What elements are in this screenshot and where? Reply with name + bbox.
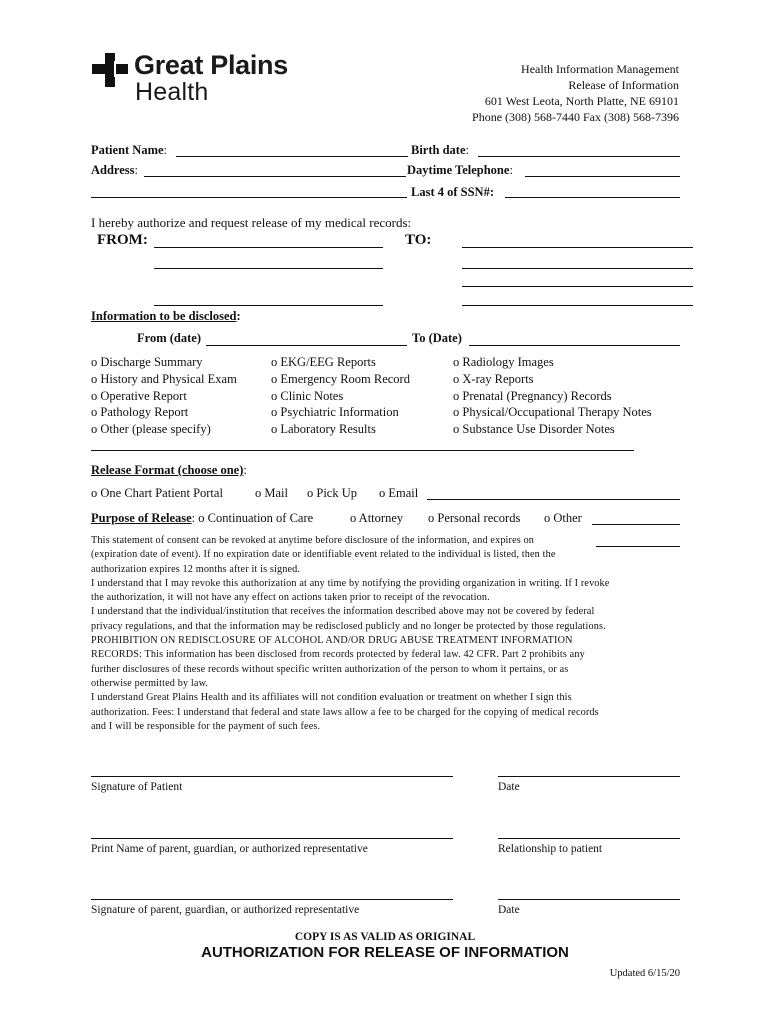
record-option[interactable]: o Discharge Summary xyxy=(91,355,203,369)
statement-line: the authorization, it will not have any effect on actions taken prior to receipt of the revocation. xyxy=(91,592,490,604)
patient-signature-field[interactable] xyxy=(91,776,453,777)
ssn-field[interactable] xyxy=(505,197,680,198)
address-line2-field[interactable] xyxy=(91,197,407,198)
purpose-option[interactable]: o Other xyxy=(544,511,582,525)
record-option[interactable]: o Substance Use Disorder Notes xyxy=(453,422,615,437)
logo-line2: Health xyxy=(135,78,209,106)
info-heading: Information to be disclosed xyxy=(91,309,237,323)
records-col3 xyxy=(453,354,652,438)
to-date-field[interactable] xyxy=(469,345,680,346)
to-field-3[interactable] xyxy=(462,286,693,287)
other-purpose-field[interactable] xyxy=(592,524,680,525)
record-option[interactable]: o Psychiatric Information xyxy=(271,405,399,420)
header-dept: Health Information Management xyxy=(521,62,679,76)
record-option[interactable]: o Physical/Occupational Therapy Notes xyxy=(453,405,652,420)
purpose-option[interactable]: o Personal records xyxy=(428,511,521,525)
telephone-field[interactable] xyxy=(525,176,680,177)
record-option[interactable]: o Clinic Notes xyxy=(271,388,344,403)
statement-line: further disclosures of these records without specific written authorization of the person to whom it pertains, or as xyxy=(91,663,569,675)
rep-signature-label: Signature of parent, guardian, or authorized representative xyxy=(91,904,360,916)
from-date-field[interactable] xyxy=(206,345,407,346)
relationship-label: Relationship to patient xyxy=(498,843,603,855)
record-option[interactable]: o Operative Report xyxy=(91,388,187,403)
statement-line: RECORDS: This information has been disclosed from records protected by federal law. 42 CFR. Part 2 prohibits any xyxy=(91,649,585,661)
birth-date-label: Birth date xyxy=(411,143,466,157)
copy-note: COPY IS AS VALID AS ORIGINAL xyxy=(294,931,476,943)
birth-date-row: Birth date: xyxy=(411,143,469,157)
date-label-1: Date xyxy=(498,781,520,793)
purpose-row: Purpose of Release: o Continuation of Care xyxy=(91,511,314,525)
records-col1 xyxy=(91,354,237,438)
record-option[interactable]: o X-ray Reports xyxy=(453,371,534,386)
print-name-label: Print Name of parent, guardian, or authorized representative xyxy=(91,843,368,855)
record-option[interactable]: o EKG/EEG Reports xyxy=(271,355,376,369)
format-option[interactable]: o One Chart Patient Portal xyxy=(91,486,223,500)
purpose-option[interactable]: o Continuation of Care xyxy=(198,511,314,525)
statement-line: I understand that the individual/institution that receives the information described above may not be covered by federal xyxy=(91,606,595,618)
statement-line: PROHIBITION ON REDISCLOSURE OF ALCOHOL AND/OR DRUG ABUSE TREATMENT INFORMATION xyxy=(91,635,573,647)
patient-signature-label: Signature of Patient xyxy=(91,781,183,793)
consent-statement xyxy=(91,534,683,734)
statement-line: privacy regulations, and that the information may be redisclosed publicly and no longer be protected by those regulations. xyxy=(91,620,606,632)
from-label: FROM: xyxy=(97,232,148,248)
statement-line: authorization. Fees: I understand that federal and state laws allow a fee to be charged for the copying of medical records xyxy=(91,706,599,718)
statement-line: and I will be responsible for the payment of such fees. xyxy=(91,720,321,732)
statement-line: This statement of consent can be revoked at anytime before disclosure of the information, and expires on xyxy=(91,535,535,546)
record-option[interactable]: o History and Physical Exam xyxy=(91,371,237,386)
record-option[interactable]: o Other (please specify) xyxy=(91,422,211,437)
patient-name-field[interactable] xyxy=(176,156,408,157)
address-label: Address xyxy=(91,163,135,177)
authorize-text: I hereby authorize and request release of my medical records: xyxy=(91,215,412,230)
logo xyxy=(92,50,312,106)
statement-line: authorization expires 12 months after it is signed. xyxy=(91,563,301,575)
email-field[interactable] xyxy=(427,499,680,500)
statement-line: I understand Great Plains Health and its affiliates will not condition evaluation or treatment on whether I sign this xyxy=(91,692,572,704)
format-heading-row: Release Format (choose one): xyxy=(91,463,247,477)
purpose-option[interactable]: o Attorney xyxy=(350,511,404,525)
record-option[interactable]: o Laboratory Results xyxy=(271,422,376,437)
format-heading: Release Format (choose one) xyxy=(91,463,244,477)
date-label-2: Date xyxy=(498,904,520,916)
print-name-field[interactable] xyxy=(91,838,453,839)
patient-name-label: Patient Name xyxy=(91,143,164,157)
from-field-1[interactable] xyxy=(154,247,383,248)
format-option[interactable]: o Pick Up xyxy=(307,486,357,500)
relationship-field[interactable] xyxy=(498,838,680,839)
to-label: TO: xyxy=(405,232,432,248)
statement-line: otherwise permitted by law. xyxy=(91,677,209,689)
date-field-2[interactable] xyxy=(498,899,680,900)
telephone-row: Daytime Telephone: xyxy=(407,163,513,177)
records-col2 xyxy=(271,354,410,438)
format-option[interactable]: o Email xyxy=(379,486,419,500)
record-option[interactable]: o Pathology Report xyxy=(91,405,189,420)
statement-line: (expiration date of event). If no expiration date or identifiable event related to the individual is listed, then the xyxy=(91,549,556,561)
record-option[interactable]: o Emergency Room Record xyxy=(271,371,410,386)
from-field-2[interactable] xyxy=(154,268,383,269)
format-option[interactable]: o Mail xyxy=(255,486,288,500)
expiration-date-field[interactable] xyxy=(596,546,680,547)
to-date-label: To (Date) xyxy=(412,331,462,345)
record-option[interactable]: o Prenatal (Pregnancy) Records xyxy=(453,388,612,403)
to-field-2[interactable] xyxy=(462,268,693,269)
patient-name-row: Patient Name: xyxy=(91,143,168,157)
telephone-label: Daytime Telephone xyxy=(407,163,510,177)
ssn-label: Last 4 of SSN#: xyxy=(411,185,494,199)
to-field-4[interactable] xyxy=(462,305,693,306)
header-sub: Release of Information xyxy=(568,78,679,92)
other-specify-field[interactable] xyxy=(91,450,634,451)
updated-date: Updated 6/15/20 xyxy=(609,968,680,979)
address-field[interactable] xyxy=(144,176,406,177)
statement-line: I understand that I may revoke this authorization at any time by notifying the providing organization in writing. If I revoke xyxy=(91,577,610,589)
date-field-1[interactable] xyxy=(498,776,680,777)
rep-signature-field[interactable] xyxy=(91,899,453,900)
record-option[interactable]: o Radiology Images xyxy=(453,355,554,369)
header-block xyxy=(472,61,679,125)
header-address: 601 West Leota, North Platte, NE 69101 xyxy=(484,94,679,108)
to-field-1[interactable] xyxy=(462,247,693,248)
birth-date-field[interactable] xyxy=(478,156,680,157)
from-date-label: From (date) xyxy=(137,331,201,345)
logo-line1: Great Plains xyxy=(134,50,288,80)
form-title: AUTHORIZATION FOR RELEASE OF INFORMATION xyxy=(201,944,569,961)
info-heading-row: Information to be disclosed: xyxy=(91,309,241,323)
from-field-3[interactable] xyxy=(154,305,383,306)
header-phone: Phone (308) 568-7440 Fax (308) 568-7396 xyxy=(472,110,679,124)
cross-icon xyxy=(92,53,128,87)
address-row: Address: xyxy=(91,163,139,177)
purpose-heading: Purpose of Release xyxy=(91,511,192,525)
